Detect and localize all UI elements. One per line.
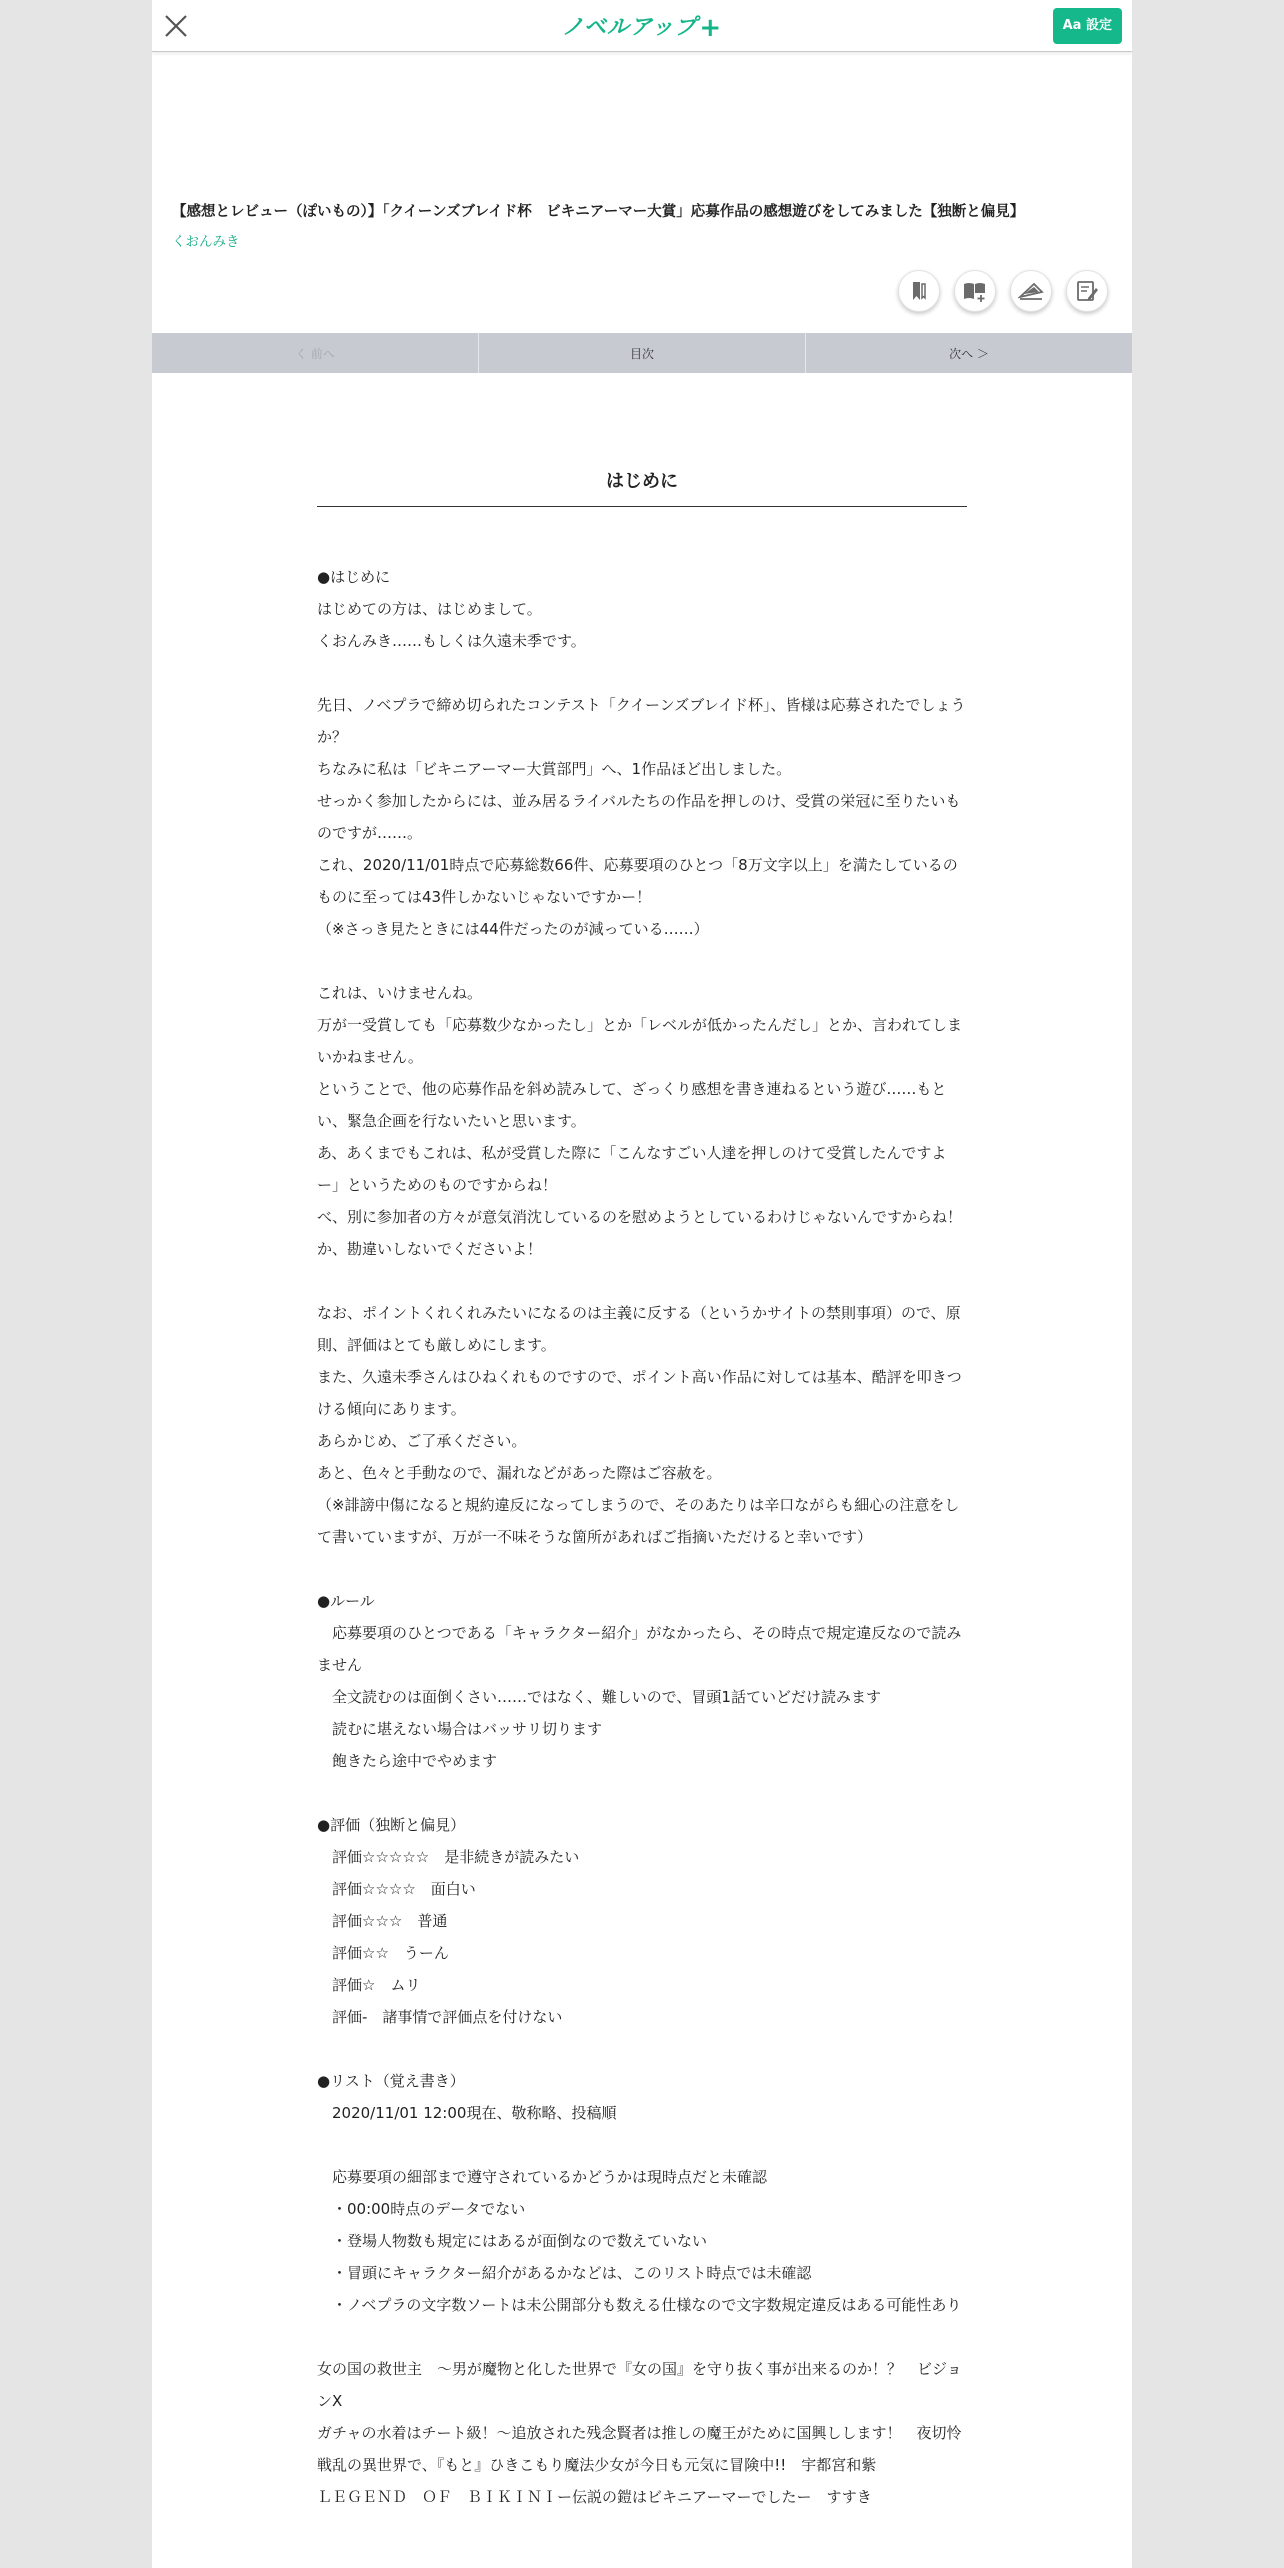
body-line: なお、ポイントくれくれみたいになるのは主義に反する（というかサイトの禁則事項）ので、原則、評価はとても厳しめにします。: [317, 1304, 961, 1354]
body-line: ちなみに私は「ビキニアーマー大賞部門」へ、1作品ほど出しました。: [317, 760, 792, 778]
body-line: せっかく参加したからには、並み居るライバルたちの作品を押しのけ、受賞の栄冠に至りたいものですが……。: [317, 792, 961, 842]
body-line: 評価☆☆☆☆☆ 是非続きが読みたい: [317, 1848, 580, 1866]
body-line: これ、2020/11/01時点で応募総数66件、応募要項のひとつ「8万文字以上」を満たしているのものに至っては43件しかないじゃないですかー！: [317, 856, 958, 906]
body-line: 飽きたら途中でやめます: [317, 1752, 498, 1770]
blank-line: [317, 1777, 967, 1809]
body-line: これは、いけませんね。: [317, 984, 483, 1002]
episode-body: [317, 561, 978, 2513]
body-line: ・ノベプラの文字数ソートは未公開部分も数える仕様なので文字数規定違反はある可能性あり: [317, 2296, 962, 2314]
body-line: 先日、ノベプラで締め切られたコンテスト「クイーンズブレイド杯」、皆様は応募されたでしょうか？: [317, 696, 966, 746]
episode-pager: [152, 333, 1132, 373]
add-bookshelf-button[interactable]: [954, 270, 996, 312]
body-line: ということで、他の応募作品を斜め読みして、ざっくり感想を書き連ねるという遊び……もとい、緊急企画を行ないたいと思います。: [317, 1080, 947, 1130]
review-button[interactable]: [1066, 270, 1108, 312]
body-line: ・冒頭にキャラクター紹介があるかなどは、このリスト時点では未確認: [317, 2264, 812, 2282]
bookmark-button[interactable]: [898, 270, 940, 312]
body-line: 応募要項のひとつである「キャラクター紹介」がなかったら、その時点で規定違反なので読みません: [317, 1624, 962, 1674]
story-title[interactable]: 【感想とレビュー（ぽいもの）】「クイーンズブレイド杯 ビキニアーマー大賞」応募作品の感想遊びをしてみました【独断と偏見】: [172, 204, 1025, 220]
episode-content: [317, 470, 978, 2513]
body-line: 全文読むのは面倒くさい……ではなく、難しいので、冒頭1話ていどだけ読みます: [317, 1688, 881, 1706]
body-line: ＬＥＧＥＮＤ ＯＦ ＢＩＫＩＮＩー伝説の鎧はビキニアーマーでしたー すすき: [317, 2488, 872, 2506]
body-line: ●評価（独断と偏見）: [317, 1816, 466, 1834]
blank-line: [317, 2033, 967, 2065]
body-line: また、久遠未季さんはひねくれものですので、ポイント高い作品に対しては基本、酷評を叩きつける傾向にあります。: [317, 1368, 962, 1418]
site-logo[interactable]: [152, 10, 1132, 43]
action-buttons: [898, 270, 1108, 312]
body-line: （※さっき見たときには44件だったのが減っている……）: [317, 920, 709, 938]
body-line: ・登場人物数も規定にはあるが面倒なので数えていない: [317, 2232, 708, 2250]
body-line: （※誹謗中傷になると規約違反になってしまうので、そのあたりは辛口ながらも細心の注意をして書いていますが、万が一不味そうな箇所があればご指摘いただけると幸いです）: [317, 1496, 960, 1546]
body-line: 戦乱の異世界で、『もと』ひきこもり魔法少女が今日も元気に冒険中!! 宇都宮和紫: [317, 2456, 877, 2474]
prev-episode-button[interactable]: く 前へ: [295, 346, 335, 361]
next-episode-button[interactable]: 次へ ＞: [805, 333, 1132, 373]
body-line: あ、あくまでもこれは、私が受賞した際に「こんなすごい人達を押しのけて受賞したんですよー」というためのものですからね！: [317, 1144, 947, 1194]
body-line: 応募要項の細部まで遵守されているかどうかは現時点だと未確認: [317, 2168, 768, 2186]
body-line: ●はじめに: [317, 568, 391, 586]
cheer-icon: [1018, 279, 1044, 303]
blank-line: [317, 945, 967, 977]
settings-button[interactable]: Aa 設定: [1053, 8, 1122, 44]
body-line: くおんみき……もしくは久遠未季です。: [317, 632, 586, 650]
blank-line: [317, 1265, 967, 1297]
body-line: 評価☆☆ うーん: [317, 1944, 449, 1962]
body-line: べ、別に参加者の方々が意気消沈しているのを慰めようとしているわけじゃないんですからね！ か、勘違いしないでくださいよ！: [317, 1208, 978, 1258]
story-header: [152, 52, 1132, 252]
blank-line: [317, 2129, 967, 2161]
body-line: ガチャの水着はチート級！～追放された残念賢者は推しの魔王がために国興しします！ 夜切怜: [317, 2424, 962, 2442]
body-line: 女の国の救世主 ～男が魔物と化した世界で『女の国』を守り抜く事が出来るのか！？ ビジョンX: [317, 2360, 962, 2410]
body-line: 評価- 諸事情で評価点を付けない: [317, 2008, 563, 2026]
body-line: はじめての方は、はじめまして。: [317, 600, 542, 618]
blank-line: [317, 1553, 967, 1585]
body-line: ●ルール: [317, 1592, 375, 1610]
logo-text: ノベルアップ: [561, 15, 698, 40]
body-line: あらかじめ、ご了承ください。: [317, 1432, 527, 1450]
reader-page: [152, 0, 1132, 2568]
cheer-button[interactable]: [1010, 270, 1052, 312]
table-of-contents-button[interactable]: 目次: [478, 333, 805, 373]
add-bookshelf-icon: [962, 279, 988, 303]
body-line: ・00:00時点のデータでない: [317, 2200, 526, 2218]
body-line: 読むに堪えない場合はバッサリ切ります: [317, 1720, 603, 1738]
body-line: 2020/11/01 12:00現在、敬称略、投稿順: [317, 2104, 617, 2122]
body-line: 評価☆ ムリ: [317, 1976, 421, 1994]
body-line: 評価☆☆☆☆ 面白い: [317, 1880, 476, 1898]
author-link[interactable]: くおんみき: [172, 234, 240, 250]
body-line: ●リスト（覚え書き）: [317, 2072, 465, 2090]
chapter-title: はじめに: [317, 470, 967, 507]
body-line: あと、色々と手動なので、漏れなどがあった際はご容赦を。: [317, 1464, 722, 1482]
body-line: 万が一受賞しても「応募数少なかったし」とか「レベルが低かったんだし」とか、言われてしまいかねません。: [317, 1016, 963, 1066]
blank-line: [317, 2321, 967, 2353]
bookmark-icon: [907, 279, 931, 303]
review-icon: [1075, 279, 1099, 303]
logo-plus: +: [699, 13, 723, 43]
blank-line: [317, 657, 967, 689]
body-line: 評価☆☆☆ 普通: [317, 1912, 448, 1930]
header-bar: [152, 0, 1132, 52]
